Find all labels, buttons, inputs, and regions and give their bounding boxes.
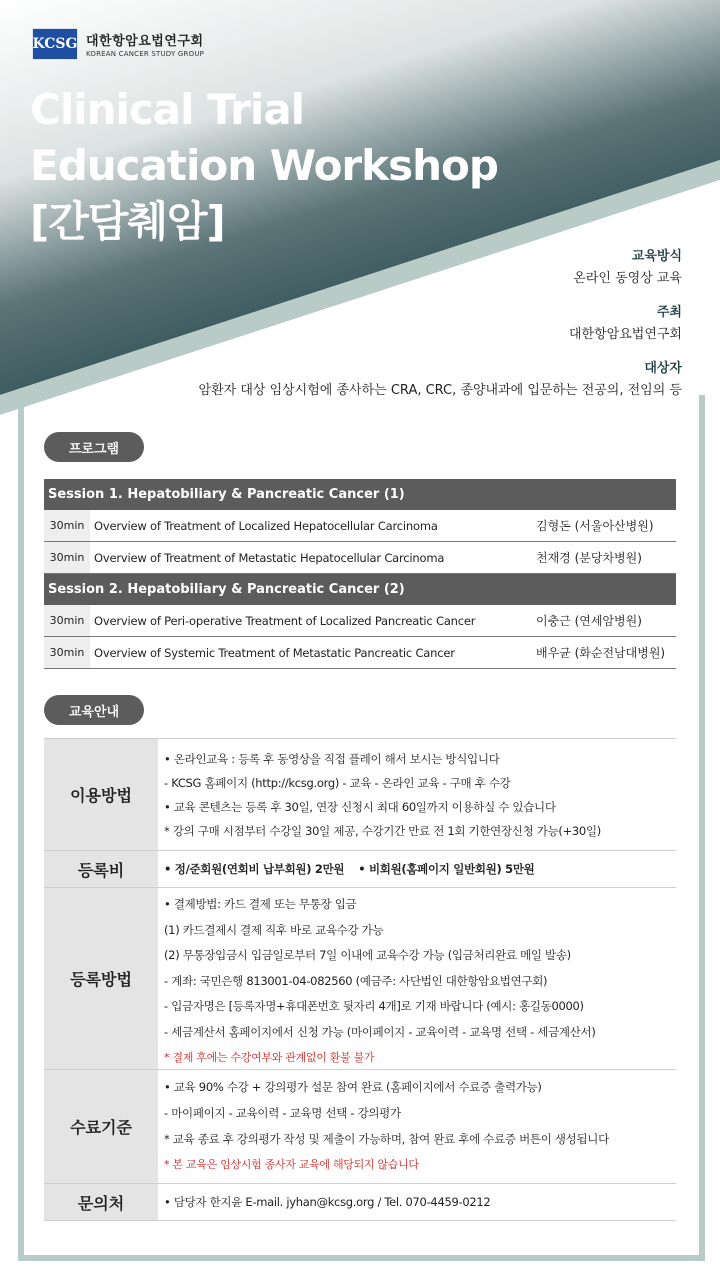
usage-line-3: • 교육 콘텐츠는 등록 후 30일, 연장 신청시 최대 60일까지 이용하실 수 있습니다	[164, 800, 556, 814]
fee-member: • 정/준회원(연회비 납부회원) 2만원	[164, 862, 345, 876]
program-topic: Overview of Treatment of Localized Hepatocellular Carcinoma	[94, 518, 438, 533]
edu-row-usage	[44, 739, 676, 851]
program-row	[44, 510, 676, 542]
title-line-3: [간담췌암]	[30, 197, 225, 246]
program-speaker: 천재경 (분당차병원)	[536, 551, 642, 565]
usage-line-2: - KCSG 홈페이지 (http://kcsg.org) - 교육 - 온라인 교육 - 구매 후 수강	[164, 776, 511, 790]
edu-body-fee	[158, 851, 676, 887]
registration-line-5: - 입금자명은 [등록자명+휴대폰번호 뒷자리 4개]로 기재 바랍니다 (예시: 홍길동0000)	[164, 999, 584, 1013]
program-section-pill: 프로그램	[44, 432, 144, 462]
info-value-method: 온라인 동영상 교육	[573, 271, 682, 286]
contact-info[interactable]: • 담당자 한지윤 E-mail. jyhan@kcsg.org / Tel. 070-4459-0212	[164, 1195, 491, 1209]
title-line-2: Education Workshop	[30, 141, 498, 190]
usage-line-4: * 강의 구매 시점부터 수강일 30일 제공, 수강기간 만료 전 1회 기한연장신청 가능(+30일)	[164, 824, 601, 838]
program-table	[44, 479, 676, 669]
program-topic: Overview of Systemic Treatment of Metastatic Pancreatic Cancer	[94, 645, 455, 660]
completion-line-3: * 교육 종료 후 강의평가 작성 및 제출이 가능하며, 참여 완료 후에 수료증 버튼이 생성됩니다	[164, 1132, 609, 1146]
edu-body-contact	[158, 1184, 676, 1220]
kcsg-logo-mark: KCSG	[32, 28, 78, 60]
page-title	[30, 82, 498, 250]
logo[interactable]	[32, 28, 204, 60]
title-line-1: Clinical Trial	[30, 85, 305, 134]
program-row	[44, 542, 676, 574]
edu-body-registration	[158, 888, 676, 1069]
session-header: Session 1. Hepatobiliary & Pancreatic Cancer (1)	[44, 479, 676, 510]
edu-head-completion: 수료기준	[44, 1070, 158, 1183]
info-label-target: 대상자	[644, 361, 682, 376]
program-speaker: 김형돈 (서울아산병원)	[536, 519, 654, 533]
edu-row-registration	[44, 888, 676, 1070]
registration-line-6: - 세금계산서 홈페이지에서 신청 가능 (마이페이지 - 교육이력 - 교육명 선택 - 세금계산서)	[164, 1024, 596, 1039]
program-speaker: 이충근 (연세암병원)	[536, 614, 642, 628]
program-duration: 30min	[44, 637, 90, 668]
edu-body-completion	[158, 1070, 676, 1183]
education-info-table	[44, 738, 676, 1221]
info-value-host: 대한항암요법연구회	[568, 327, 682, 342]
program-topic: Overview of Peri-operative Treatment of Localized Pancreatic Cancer	[94, 613, 476, 628]
program-duration: 30min	[44, 542, 90, 573]
logo-text	[86, 30, 204, 58]
registration-line-2: (1) 카드결제시 결제 직후 바로 교육수강 가능	[164, 922, 384, 937]
edu-head-registration: 등록방법	[44, 888, 158, 1069]
refund-warning: * 결제 후에는 수강여부와 관계없이 환불 불가	[164, 1051, 375, 1064]
program-topic: Overview of Treatment of Metastatic Hepatocellular Carcinoma	[94, 550, 445, 565]
fee-nonmember: • 비회원(홈페이지 일반회원) 5만원	[358, 862, 535, 876]
edu-row-contact	[44, 1184, 676, 1221]
usage-line-1: • 온라인교육 : 등록 후 동영상을 직접 플레이 해서 보시는 방식입니다	[164, 752, 500, 766]
edu-head-contact: 문의처	[44, 1184, 158, 1220]
edu-body-usage	[158, 739, 676, 850]
session-header: Session 2. Hepatobiliary & Pancreatic Cancer (2)	[44, 574, 676, 605]
edu-head-fee: 등록비	[44, 851, 158, 887]
registration-line-1: • 결제방법: 카드 결제 또는 무통장 입금	[164, 897, 357, 911]
program-row	[44, 605, 676, 637]
event-info	[199, 245, 682, 413]
edu-row-fee	[44, 851, 676, 888]
registration-line-4: - 계좌: 국민은행 813001-04-082560 (예금주: 사단법인 대한항암요법연구회)	[164, 973, 548, 988]
registration-line-3: (2) 무통장입금시 입금일로부터 7일 이내에 교육수강 가능 (입금처리완료 메일 발송)	[164, 948, 571, 962]
info-label-method: 교육방식	[631, 249, 682, 264]
completion-warning: * 본 교육은 임상시험 종사자 교육에 해당되지 않습니다	[164, 1158, 419, 1171]
completion-line-1: • 교육 90% 수강 + 강의평가 설문 참여 완료 (홈페이지에서 수료증 출력가능)	[164, 1080, 542, 1094]
logo-name-kr: 대한항암요법연구회	[86, 34, 204, 49]
info-value-target: 암환자 대상 임상시험에 종사하는 CRA, CRC, 종양내과에 입문하는 전공의, 전임의 등	[198, 383, 682, 398]
education-section-pill: 교육안내	[44, 695, 144, 725]
edu-head-usage: 이용방법	[44, 739, 158, 850]
completion-line-2: - 마이페이지 - 교육이력 - 교육명 선택 - 강의평가	[164, 1106, 401, 1120]
program-duration: 30min	[44, 605, 90, 636]
logo-name-en: KOREAN CANCER STUDY GROUP	[86, 50, 205, 58]
info-label-host: 주최	[656, 305, 682, 320]
program-row	[44, 637, 676, 669]
program-duration: 30min	[44, 510, 90, 541]
edu-row-completion	[44, 1070, 676, 1184]
program-speaker: 배우균 (화순전남대병원)	[536, 646, 666, 660]
